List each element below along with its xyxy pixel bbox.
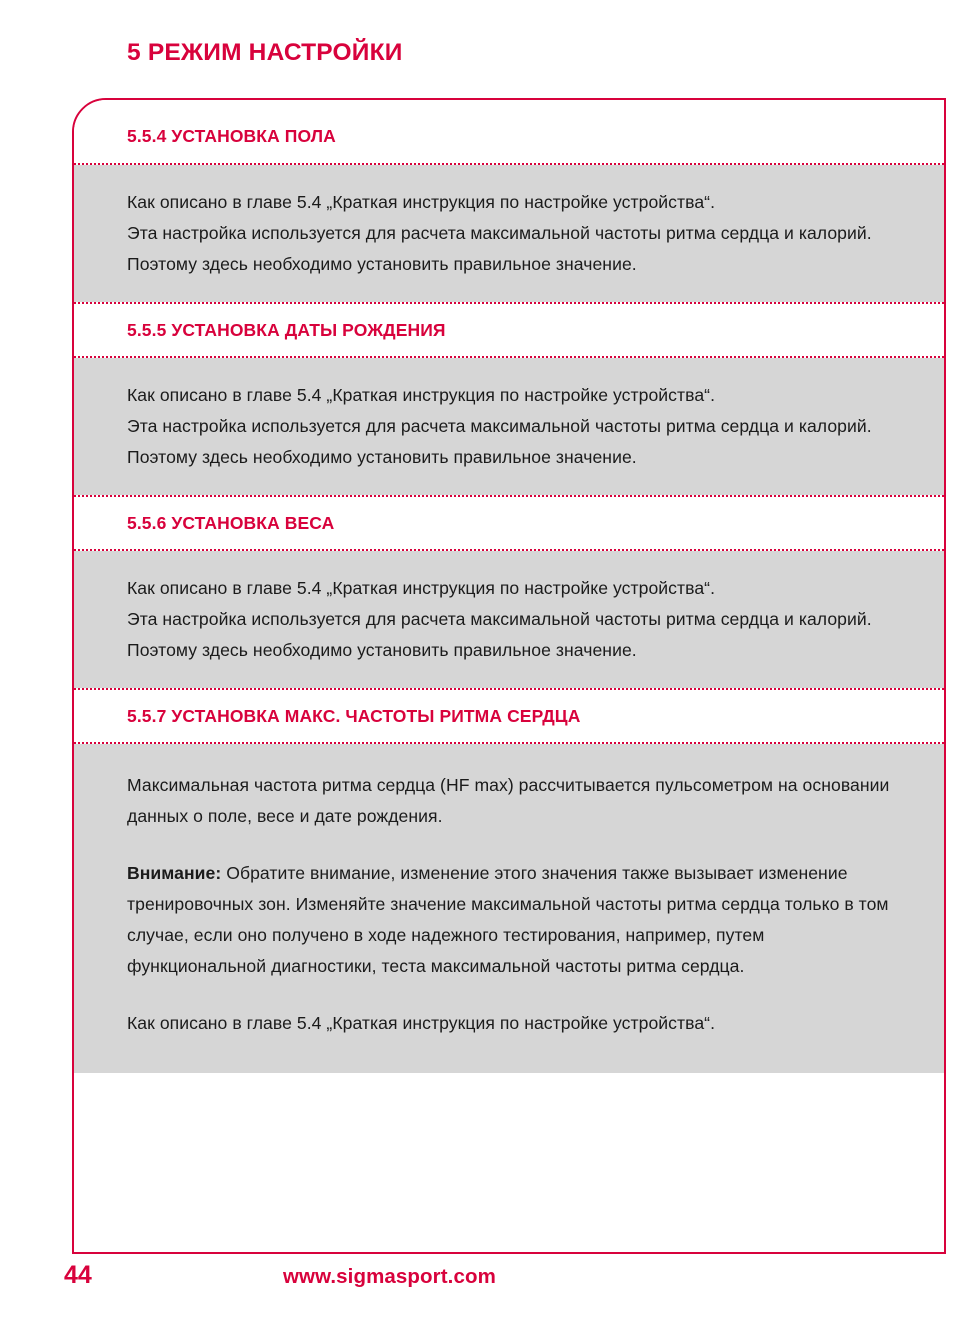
paragraph: Как описано в главе 5.4 „Краткая инструкция по настройке устройства“. (127, 578, 716, 598)
note-text: Обратите внимание, изменение этого значения также вызывает изменение тренировочных зон. Изменяйте значение максимальной частоты ритма сердца только в том случае, если оно получено в ходе надежного тестирования, например, путем функциональной диагностики, теста максимальной частоты ритма сердца. (127, 863, 889, 976)
paragraph: Как описано в главе 5.4 „Краткая инструкция по настройке устройства“. (127, 192, 716, 212)
section-title-555: 5.5.5 УСТАНОВКА ДАТЫ РОЖДЕНИЯ (127, 320, 446, 340)
paragraph: Эта настройка используется для расчета максимальной частоты ритма сердца и калорий. Поэтому здесь необходимо установить правильное значение. (127, 223, 872, 274)
paragraph: Как описано в главе 5.4 „Краткая инструкция по настройке устройства“. (127, 385, 716, 405)
section-header-555 (74, 304, 944, 356)
paragraph: Как описано в главе 5.4 „Краткая инструкция по настройке устройства“. (127, 1013, 716, 1033)
paragraph: Максимальная частота ритма сердца (HF max) рассчитывается пульсометром на основании данных о поле, весе и дате рождения. (127, 775, 890, 826)
section-body-556 (74, 551, 944, 688)
section-title-556: 5.5.6 УСТАНОВКА ВЕСА (127, 513, 335, 533)
note-label: Внимание: (127, 863, 222, 883)
page-title: 5 РЕЖИМ НАСТРОЙКИ (127, 39, 403, 66)
section-body-554 (74, 165, 944, 302)
content-frame (72, 98, 946, 1254)
note-paragraph (127, 858, 904, 982)
section-body-557 (74, 744, 944, 1073)
site-url[interactable]: www.sigmasport.com (283, 1265, 496, 1288)
section-body-555 (74, 358, 944, 495)
page-footer (0, 1256, 954, 1302)
section-title-554: 5.5.4 УСТАНОВКА ПОЛА (127, 126, 336, 146)
page-number: 44 (64, 1261, 92, 1289)
section-header-557 (74, 690, 944, 742)
paragraph: Эта настройка используется для расчета максимальной частоты ритма сердца и калорий. Поэтому здесь необходимо установить правильное значение. (127, 416, 872, 467)
section-header-556 (74, 497, 944, 549)
paragraph: Эта настройка используется для расчета максимальной частоты ритма сердца и калорий. Поэтому здесь необходимо установить правильное значение. (127, 609, 872, 660)
section-title-557: 5.5.7 УСТАНОВКА МАКС. ЧАСТОТЫ РИТМА СЕРДЦА (127, 706, 581, 726)
section-header-554 (74, 100, 944, 163)
